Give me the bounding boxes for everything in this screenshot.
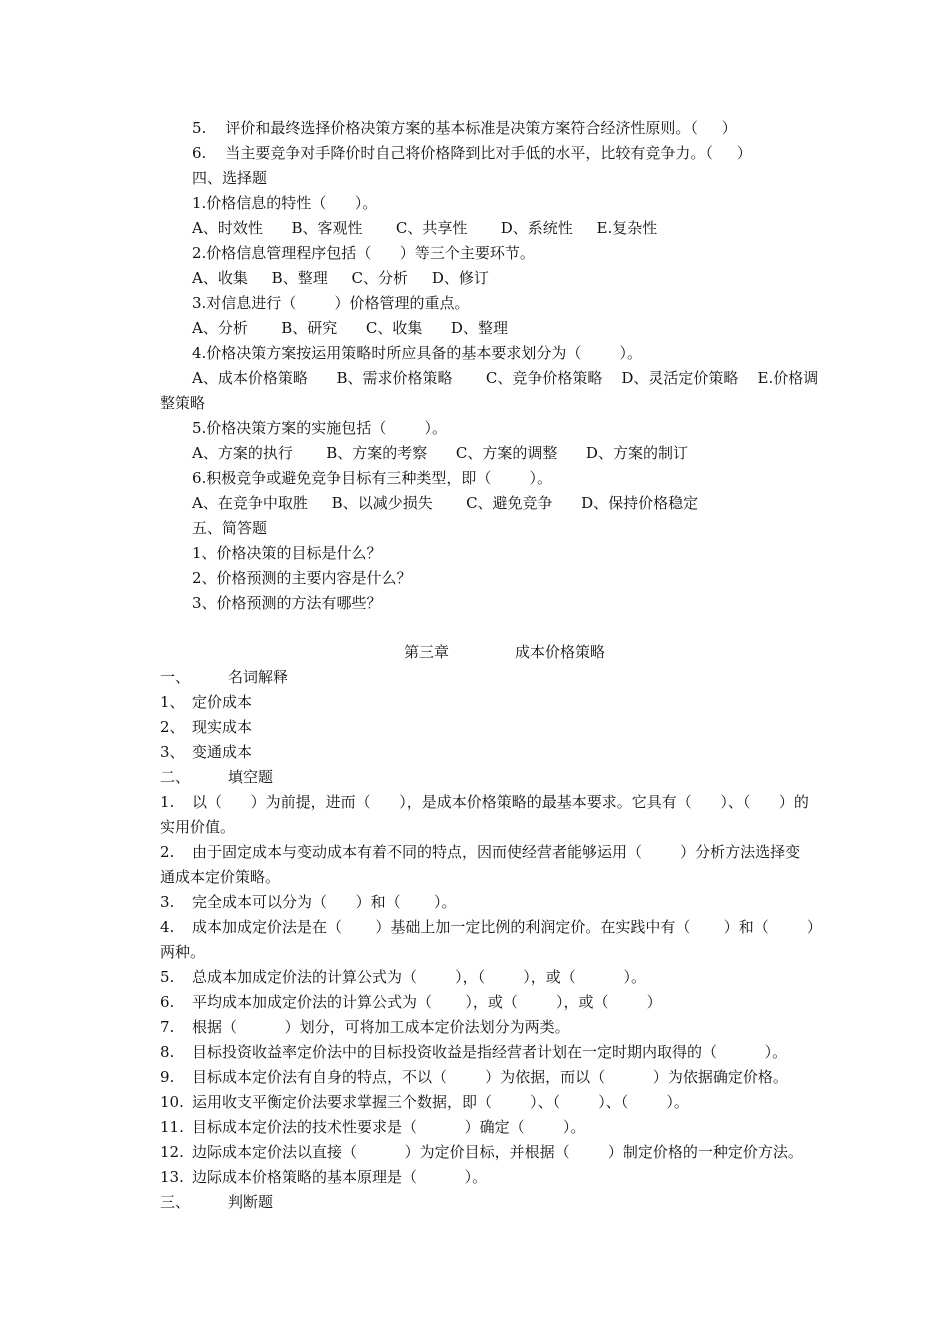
ch3-section2-title: 填空题 — [228, 768, 274, 786]
ch3-section3-title: 判断题 — [228, 1193, 274, 1211]
fill-item-9: 目标成本定价法有自身的特点，不以（ ）为依据，而以（ ）为依据确定价格。 — [192, 1068, 788, 1086]
term-num-1: 1、 — [160, 693, 185, 711]
fill-item-6: 平均成本加成定价法的计算公式为（ ），或（ ），或（ ） — [192, 993, 662, 1011]
fill-num-9: 9. — [160, 1068, 175, 1086]
choice-question-4: 4.价格决策方案按运用策略时所应具备的基本要求划分为（ ）。 — [192, 344, 642, 362]
section-heading-short-answer: 五、简答题 — [192, 519, 268, 537]
term-1: 定价成本 — [192, 693, 253, 711]
fill-num-4: 4. — [160, 918, 175, 936]
fill-item-4-cont: 两种。 — [160, 943, 206, 961]
choice-options-5: A、方案的执行 B、方案的考察 C、方案的调整 D、方案的制订 — [192, 444, 688, 462]
choice-question-5: 5.价格决策方案的实施包括（ ）。 — [192, 419, 447, 437]
fill-num-12: 12. — [160, 1143, 184, 1161]
ch3-section3-num: 三、 — [160, 1193, 191, 1211]
fill-num-5: 5. — [160, 968, 175, 986]
fill-item-2-cont: 通成本定价策略。 — [160, 868, 281, 886]
choice-question-6: 6.积极竞争或避免竞争目标有三种类型，即（ ）。 — [192, 469, 552, 487]
fill-item-2: 由于固定成本与变动成本有着不同的特点，因而使经营者能够运用（ ）分析方法选择变 — [192, 843, 801, 861]
chapter-label: 第三章 — [404, 643, 450, 661]
fill-item-5: 总成本加成定价法的计算公式为（ ），（ ），或（ ）。 — [192, 968, 646, 986]
judgement-item-5: 5. 评价和最终选择价格决策方案的基本标准是决策方案符合经济性原则。（ ） — [192, 119, 737, 137]
fill-item-13: 边际成本价格策略的基本原理是（ ）。 — [192, 1168, 488, 1186]
fill-item-1-cont: 实用价值。 — [160, 818, 236, 836]
choice-options-4-cont: 整策略 — [160, 394, 206, 412]
term-num-2: 2、 — [160, 718, 185, 736]
fill-item-8: 目标投资收益率定价法中的目标投资收益是指经营者计划在一定时期内取得的（ ）。 — [192, 1043, 788, 1061]
fill-num-2: 2. — [160, 843, 175, 861]
fill-item-3: 完全成本可以分为（ ）和（ ）。 — [192, 893, 457, 911]
term-num-3: 3、 — [160, 743, 185, 761]
choice-options-4: A、成本价格策略 B、需求价格策略 C、竞争价格策略 D、灵活定价策略 E.价格调 — [192, 369, 819, 387]
ch3-section1-title: 名词解释 — [228, 668, 289, 686]
choice-options-6: A、在竞争中取胜 B、以减少损失 C、避免竞争 D、保持价格稳定 — [192, 494, 699, 512]
short-answer-3: 3、价格预测的方法有哪些？ — [192, 594, 382, 612]
ch3-section2-num: 二、 — [160, 768, 191, 786]
judgement-item-6: 6. 当主要竞争对手降价时自己将价格降到比对手低的水平，比较有竞争力。（ ） — [192, 144, 752, 162]
fill-num-1: 1. — [160, 793, 175, 811]
choice-question-3: 3.对信息进行（ ）价格管理的重点。 — [192, 294, 470, 312]
choice-options-3: A、分析 B、研究 C、收集 D、整理 — [192, 319, 508, 337]
choice-options-1: A、时效性 B、客观性 C、共享性 D、系统性 E.复杂性 — [192, 219, 658, 237]
fill-num-10: 10. — [160, 1093, 184, 1111]
chapter-title: 成本价格策略 — [515, 643, 606, 661]
short-answer-1: 1、价格决策的目标是什么？ — [192, 544, 382, 562]
fill-item-7: 根据（ ）划分，可将加工成本定价法划分为两类。 — [192, 1018, 570, 1036]
fill-num-13: 13. — [160, 1168, 184, 1186]
fill-item-10: 运用收支平衡定价法要求掌握三个数据，即（ ）、（ ）、（ ）。 — [192, 1093, 689, 1111]
fill-item-1: 以（ ）为前提，进而（ ），是成本价格策略的最基本要求。它具有（ ）、（ ）的 — [192, 793, 809, 811]
fill-num-6: 6. — [160, 993, 175, 1011]
short-answer-2: 2、价格预测的主要内容是什么？ — [192, 569, 412, 587]
fill-item-12: 边际成本定价法以直接（ ）为定价目标，并根据（ ）制定价格的一种定价方法。 — [192, 1143, 803, 1161]
fill-num-7: 7. — [160, 1018, 175, 1036]
ch3-section1-num: 一、 — [160, 668, 191, 686]
choice-question-1: 1.价格信息的特性（ ）。 — [192, 194, 378, 212]
fill-item-4: 成本加成定价法是在（ ）基础上加一定比例的利润定价。在实践中有（ ）和（ ） — [192, 918, 822, 936]
term-2: 现实成本 — [192, 718, 253, 736]
fill-num-11: 11. — [160, 1118, 184, 1136]
fill-item-11: 目标成本定价法的技术性要求是（ ）确定（ ）。 — [192, 1118, 586, 1136]
term-3: 变通成本 — [192, 743, 253, 761]
section-heading-choice: 四、选择题 — [192, 169, 268, 187]
fill-num-3: 3. — [160, 893, 175, 911]
choice-question-2: 2.价格信息管理程序包括（ ）等三个主要环节。 — [192, 244, 535, 262]
choice-options-2: A、收集 B、整理 C、分析 D、修订 — [192, 269, 489, 287]
fill-num-8: 8. — [160, 1043, 175, 1061]
